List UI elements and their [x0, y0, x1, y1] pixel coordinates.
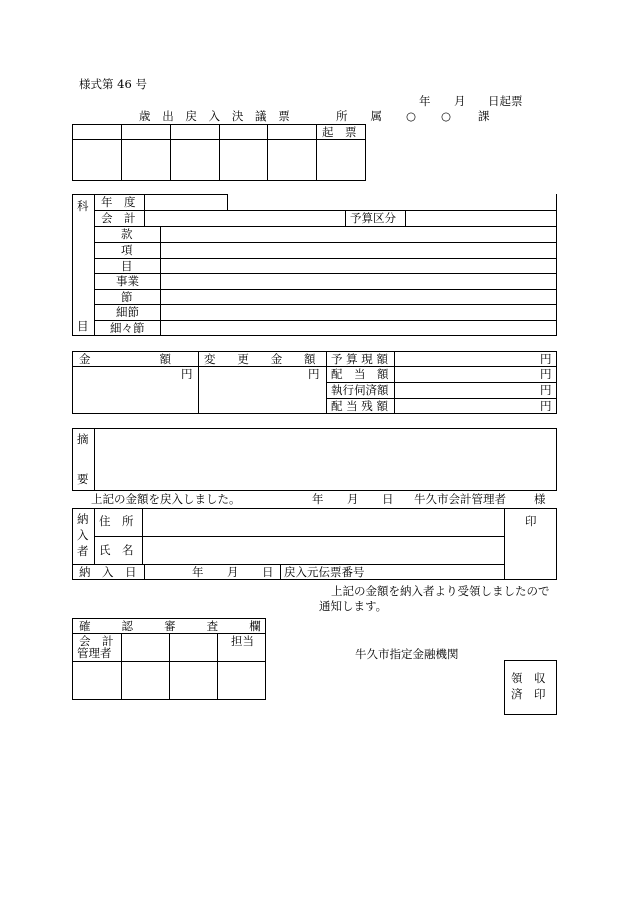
kingaku-yen: 円 — [181, 367, 193, 381]
henko-kingaku-header: 変 更 金 額 — [204, 352, 321, 366]
yosan-kubun-label: 予算区分 — [350, 211, 396, 225]
kou-input[interactable] — [160, 243, 556, 258]
kingaku-header: 金 額 — [79, 352, 171, 366]
pay-date-label: 納 入 日 — [79, 565, 137, 579]
payer-address-input[interactable] — [142, 509, 504, 536]
nendo-label: 年 度 — [101, 195, 136, 209]
affiliation-circle-2: ○ — [441, 109, 452, 123]
receipt-line1: 領 収 — [511, 671, 546, 685]
tekiyo-input[interactable] — [94, 429, 556, 490]
payer-seal-cell[interactable] — [504, 530, 556, 579]
confirm-header: 確 認 審 査 欄 — [79, 619, 271, 633]
haito-zangaku-label: 配 当 残 額 — [331, 399, 388, 413]
affiliation-circle-1: ○ — [406, 109, 417, 123]
form-title: 歳 出 戻 入 決 議 票 — [139, 109, 294, 123]
kaikei-label: 会 計 — [101, 211, 136, 225]
payer-label-char: 納 — [77, 512, 89, 526]
tekiyo-you-label: 要 — [77, 472, 89, 486]
kamoku-row-label: 項 — [121, 243, 133, 257]
kamoku-ka-label: 科 — [77, 199, 89, 213]
approval-stamp-cell[interactable] — [121, 139, 171, 181]
date-month-label: 月 — [454, 94, 466, 108]
tekiyo-teki-label: 摘 — [77, 432, 89, 446]
receipt-line2: 済 印 — [511, 687, 546, 701]
confirm-kaikei-line1: 会 計 — [79, 634, 114, 648]
kihyo-label: 起 票 — [322, 125, 357, 139]
kamoku-row-label: 節 — [121, 290, 133, 304]
payer-label-char: 入 — [77, 528, 89, 542]
addressee: 牛久市会計管理者 — [414, 492, 506, 506]
jigyo-input[interactable] — [160, 274, 556, 289]
kamoku-row-label: 細節 — [116, 305, 139, 319]
kamoku-row-label: 細々節 — [110, 321, 145, 335]
date-day-draft-label: 日起票 — [488, 94, 523, 108]
notice-date-year: 年 — [312, 492, 324, 506]
pay-date-year: 年 — [192, 565, 204, 579]
payer-seal-label: 印 — [525, 514, 537, 528]
pay-date-month: 月 — [227, 565, 239, 579]
notice-received-line2: 通知します。 — [319, 599, 388, 613]
payer-address-label: 住 所 — [99, 514, 134, 528]
saisaisetsu-input[interactable] — [160, 321, 556, 336]
henko-yen: 円 — [308, 367, 320, 381]
henko-kingaku-input[interactable] — [198, 366, 326, 414]
yosan-kubun-input[interactable] — [405, 211, 556, 226]
confirm-stamp-cell[interactable] — [169, 661, 218, 700]
affiliation-ka: 課 — [478, 109, 490, 123]
payer-label-char: 者 — [77, 544, 89, 558]
confirm-stamp-cell[interactable] — [121, 661, 170, 700]
sama-label: 様 — [534, 492, 546, 506]
notice-date-day: 日 — [382, 492, 394, 506]
form-number: 様式第 46 号 — [79, 77, 147, 91]
date-year-label: 年 — [419, 94, 431, 108]
haito-gaku-label: 配 当 額 — [331, 367, 389, 381]
kaikei-input[interactable] — [144, 211, 345, 226]
approval-stamp-cell[interactable] — [219, 139, 268, 181]
kihyo-stamp-cell[interactable] — [316, 139, 366, 181]
kingaku-input[interactable] — [72, 366, 198, 414]
yen-unit: 円 — [540, 399, 552, 413]
payer-name-label: 氏 名 — [99, 543, 134, 557]
payer-name-input[interactable] — [142, 537, 504, 564]
confirm-stamp-cell[interactable] — [72, 661, 122, 700]
slip-number-label: 戻入元伝票番号 — [284, 565, 365, 579]
kamoku-row-label: 目 — [121, 259, 133, 273]
affiliation-label: 所 属 — [336, 109, 388, 123]
moku-input[interactable] — [160, 259, 556, 273]
kamoku-row-label: 事業 — [116, 274, 139, 288]
yen-unit: 円 — [540, 352, 552, 366]
setsu-input[interactable] — [160, 290, 556, 304]
confirm-kaikei-line2: 管理者 — [77, 646, 112, 660]
slip-number-input[interactable] — [376, 565, 504, 579]
pay-date-day: 日 — [262, 565, 274, 579]
approval-stamp-cell[interactable] — [72, 139, 122, 181]
approval-stamp-cell[interactable] — [267, 139, 317, 181]
notice-received-line1: 上記の金額を納入者より受領しましたので — [331, 584, 550, 598]
yosan-genkaku-label: 予 算 現 額 — [331, 352, 388, 366]
kamoku-moku-label: 目 — [77, 319, 89, 333]
yen-unit: 円 — [540, 383, 552, 397]
approval-stamp-cell[interactable] — [170, 139, 220, 181]
confirm-tanto-label: 担当 — [231, 634, 254, 648]
yen-unit: 円 — [540, 367, 552, 381]
kamoku-row-label: 款 — [121, 227, 133, 241]
shikko-ukagai-label: 執行伺済額 — [331, 383, 389, 397]
confirm-stamp-cell[interactable] — [217, 661, 266, 700]
notice-date-month: 月 — [347, 492, 359, 506]
nendo-input[interactable] — [144, 195, 227, 210]
saisetsu-input[interactable] — [160, 305, 556, 320]
kan-input[interactable] — [160, 227, 556, 242]
designated-bank: 牛久市指定金融機関 — [355, 647, 459, 661]
notice-returned: 上記の金額を戻入しました。 — [91, 492, 241, 506]
